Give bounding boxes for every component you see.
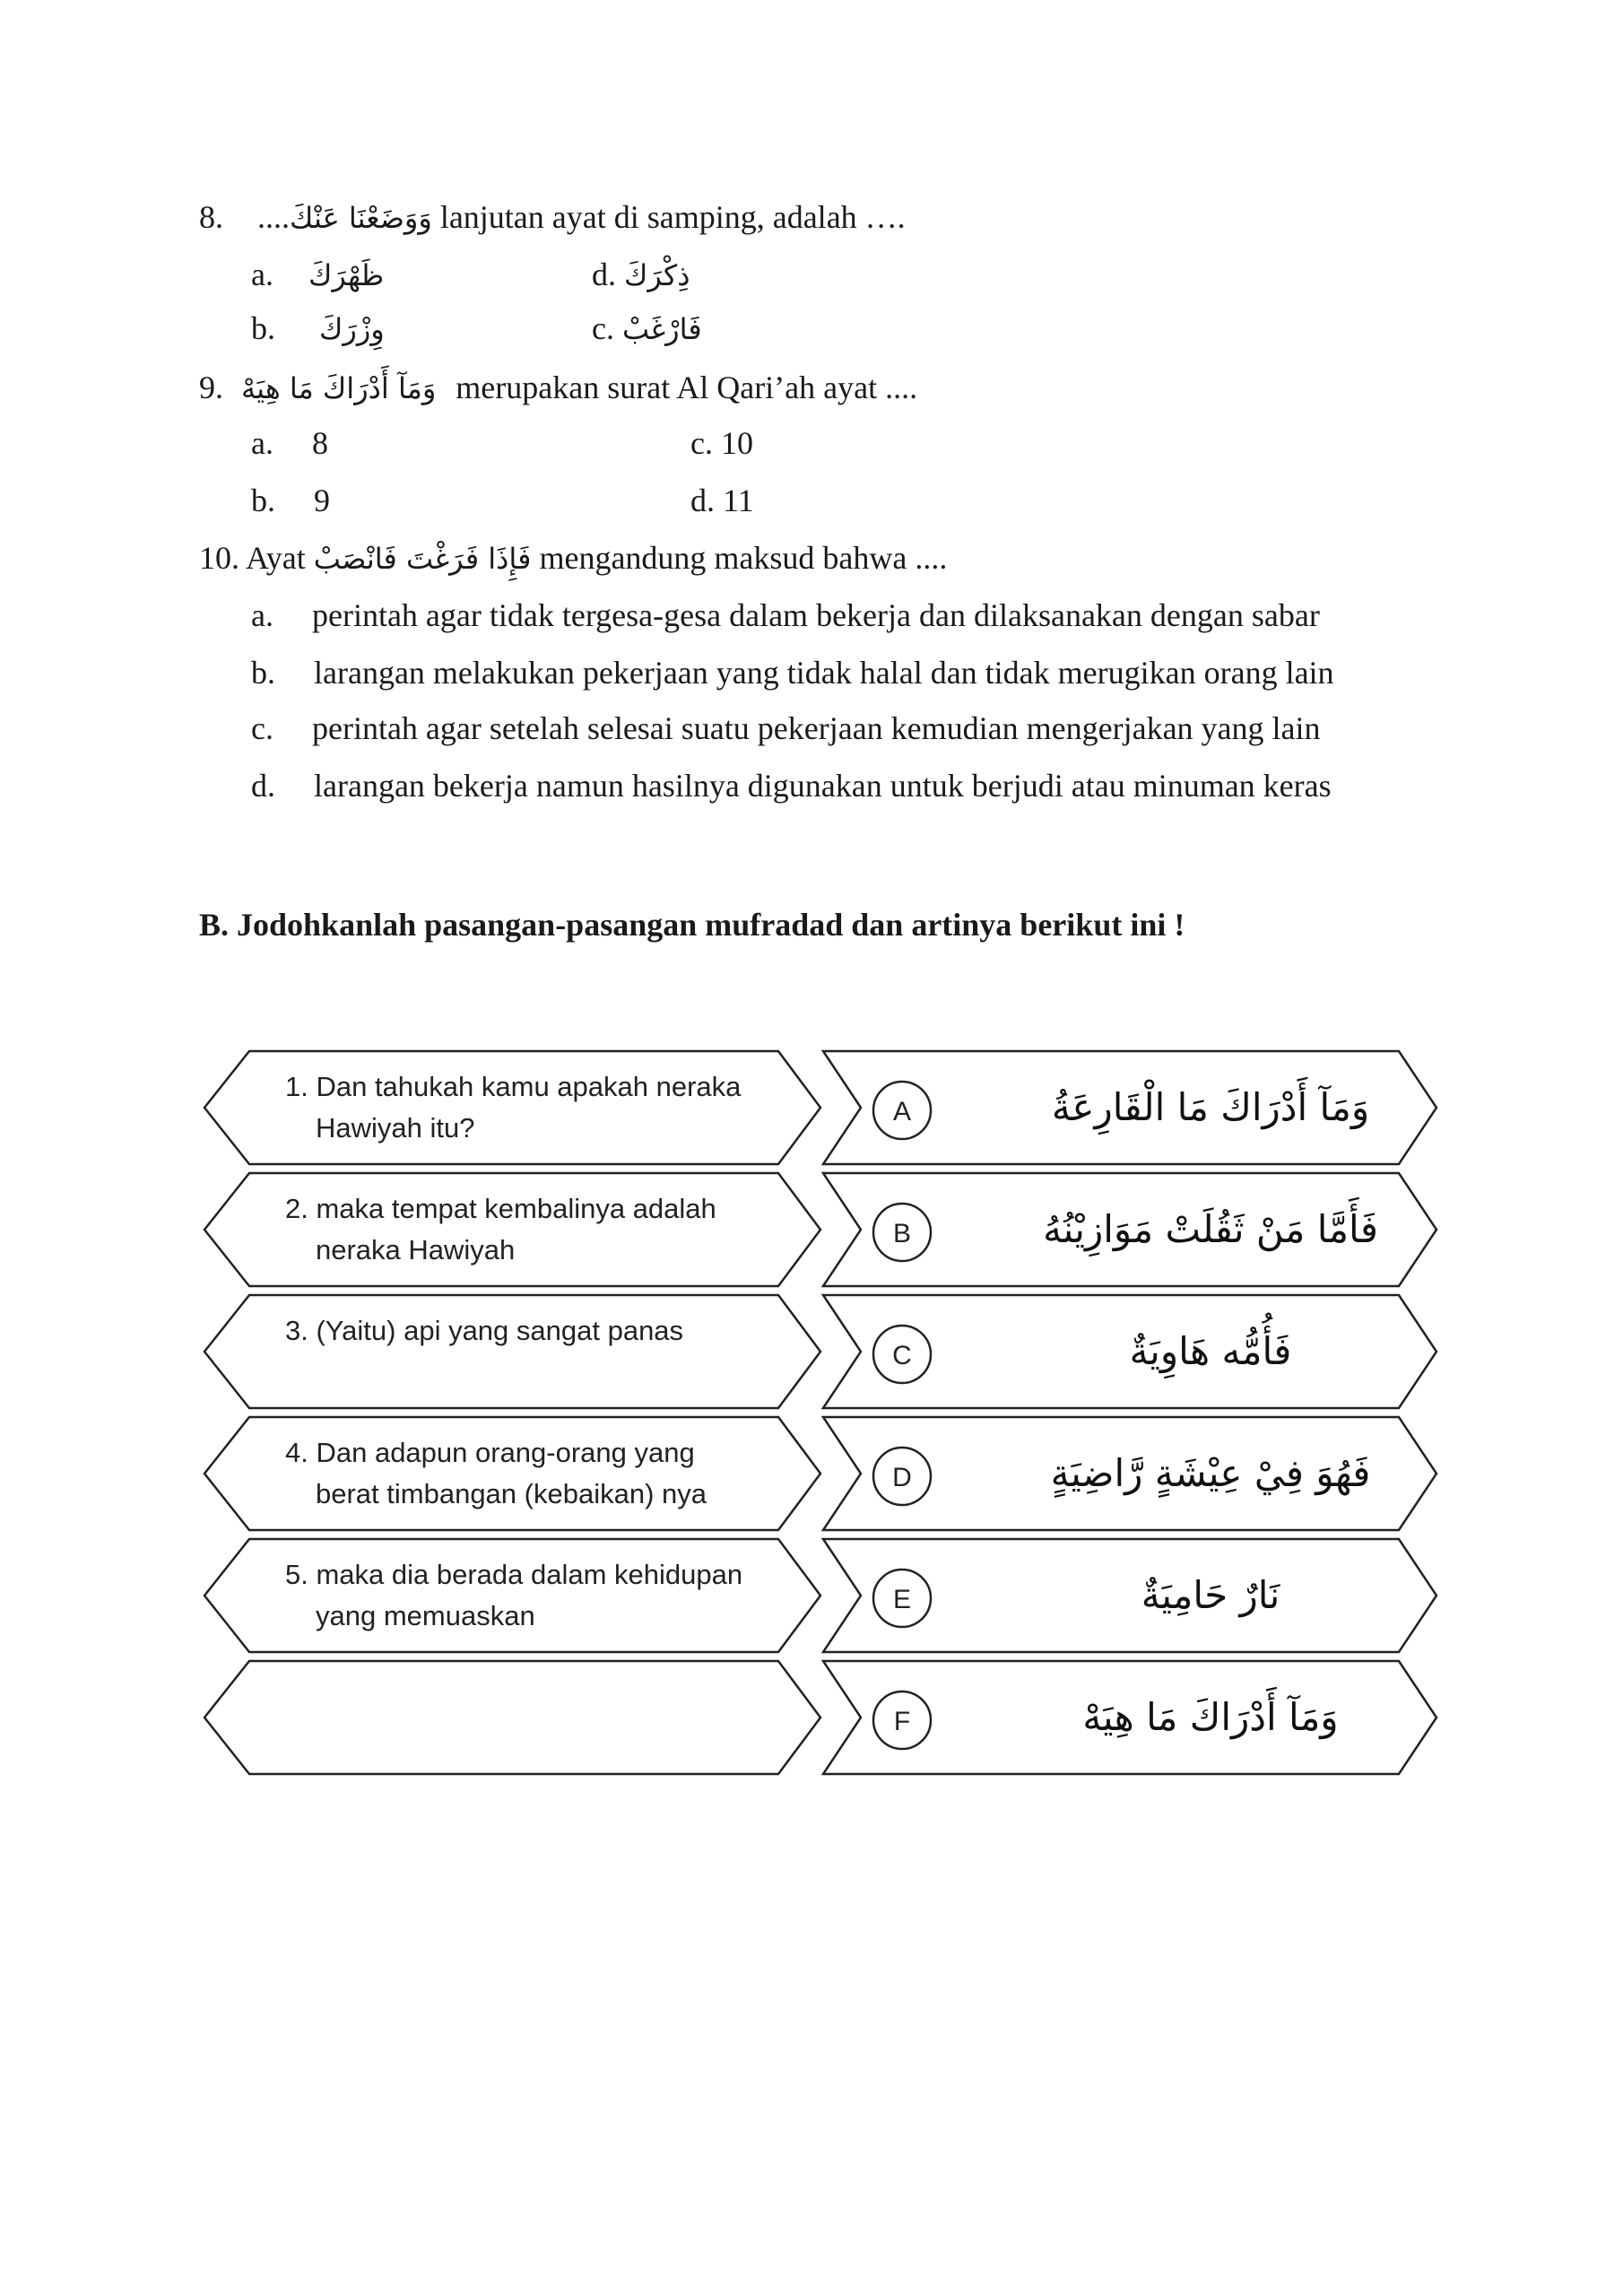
left-answer-box [204,1295,820,1408]
option-label: b. [251,310,275,346]
option-letter: F [893,1707,911,1736]
option-label: a. [251,425,273,461]
option-label: d. [690,483,715,518]
left-answer-line1: 5. maka dia berada dalam kehidupan [285,1559,743,1590]
question-prefix: Ayat [246,540,306,576]
option-arabic-text: وَمَآ أَدْرَاكَ مَا هِيَهْ [1082,1695,1339,1739]
left-answer-line2: berat timbangan (kebaikan) nya [316,1478,707,1509]
question-text: merupakan surat Al Qari’ah ayat .... [456,370,918,405]
left-answer-line1: 3. (Yaitu) api yang sangat panas [285,1315,684,1346]
option-text: 9 [314,483,330,518]
left-answer-box [204,1417,820,1530]
option-text: 11 [723,483,754,518]
option-arabic-text: فَهُوَ فِيْ عِيْشَةٍ رَّاضِيَةٍ [1050,1451,1371,1495]
option-arabic-text: فَأَمَّا مَنْ ثَقُلَتْ مَوَازِيْنُهُ [1043,1207,1378,1251]
question-stem-dots: .... [257,199,290,235]
option-label: c. [251,710,273,746]
option-label: b. [251,483,275,518]
option-label: a. [251,597,273,633]
option-text: larangan bekerja namun hasilnya digunakan untuk berjudi atau minuman keras [314,768,1332,804]
option-text: 10 [720,425,753,461]
left-answer-box [204,1539,820,1652]
left-answer-box [204,1661,820,1774]
question-number: 10. [199,540,239,576]
option-arabic-text: نَارٌ حَامِيَةٌ [1141,1573,1280,1617]
option-text: 8 [311,425,328,461]
question-number: 8. [199,199,223,235]
left-answer-line1: 1. Dan tahukah kamu apakah neraka [285,1071,742,1102]
option-label: b. [251,655,275,691]
option-arabic-text: وَمَآ أَدْرَاكَ مَا الْقَارِعَةُ [1051,1085,1370,1129]
option-arabic-text: فَأُمُّه هَاوِيَةٌ [1129,1329,1292,1373]
option-letter: B [892,1219,912,1248]
option-text: وِزْرَكَ [319,312,385,346]
right-column [823,1051,1436,1774]
option-text: ذِكْرَكَ [624,258,690,292]
question-text: lanjutan ayat di samping, adalah …. [439,199,906,235]
left-answer-box [204,1051,820,1164]
question-arabic-text: فَإِذَا فَرَغْتَ فَانْصَبْ [313,542,532,576]
option-label: d. [592,257,616,292]
left-answer-line2: Hawiyah itu? [316,1112,475,1144]
option-text: perintah agar setelah selesai suatu pekerjaan kemudian mengerjakan yang lain [311,710,1321,746]
option-label: a. [251,257,273,292]
option-text: perintah agar tidak tergesa-gesa dalam bekerja dan dilaksanakan dengan sabar [311,597,1320,633]
left-answer-box [204,1173,820,1286]
question-number: 9. [199,370,223,405]
option-letter: C [892,1341,912,1370]
option-text: فَارْغَبْ [621,312,702,346]
left-answer-line1: 2. maka tempat kembalinya adalah [285,1193,716,1224]
left-column [204,1051,820,1774]
left-answer-line2: yang memuaskan [316,1600,535,1631]
option-text: larangan melakukan pekerjaan yang tidak halal dan tidak merugikan orang lain [314,655,1334,691]
option-label: c. [592,310,614,346]
option-letter: A [892,1097,912,1126]
left-answer-line1: 4. Dan adapun orang-orang yang [285,1437,695,1468]
option-letter: D [892,1463,912,1492]
option-label: c. [690,425,713,461]
option-text: ظَهْرَكَ [308,258,385,292]
option-letter: E [892,1585,912,1614]
option-label: d. [251,768,275,804]
question-arabic-text: وَوَضَعْنَا عَنْكَ [290,201,432,235]
section-b-title: B. Jodohkanlah pasangan-pasangan mufradad dan artinya berikut ini ! [199,907,1185,943]
question-arabic-text: وَمَآ أَدْرَاكَ مَا هِيَهْ [241,371,437,405]
left-answer-line2: neraka Hawiyah [316,1234,516,1265]
question-text: mengandung maksud bahwa .... [539,540,948,576]
